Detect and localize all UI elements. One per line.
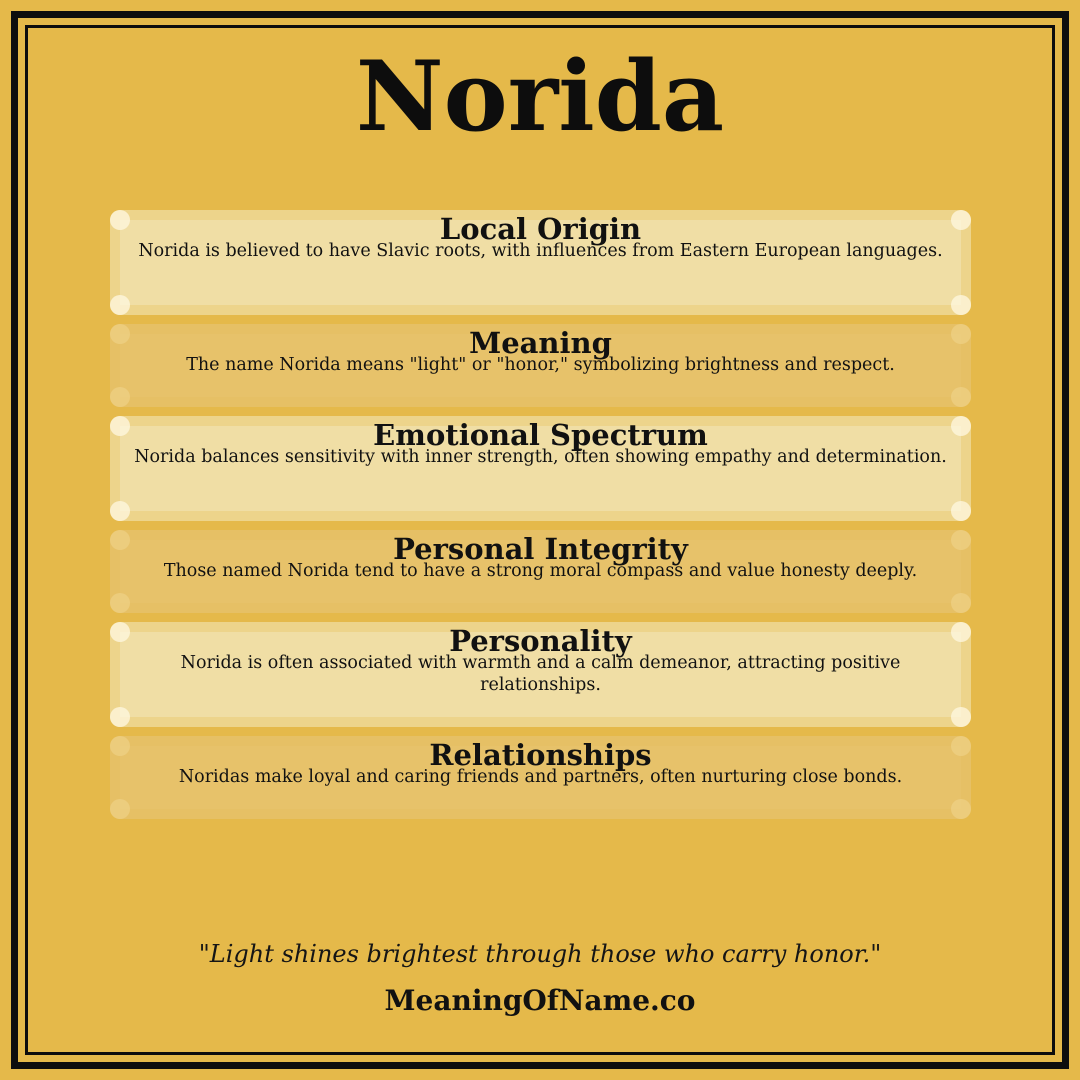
corner-ornament [110, 501, 130, 521]
section-text: The name Norida means "light" or "honor," symbolizing brightness and respect. [186, 355, 895, 375]
section-heading: Local Origin [439, 212, 642, 246]
site-name: MeaningOfName.co [384, 984, 696, 1017]
section-heading: Emotional Spectrum [373, 418, 708, 452]
quote-close-mark: " [870, 940, 882, 968]
quote-open-mark: " [198, 940, 210, 968]
corner-ornament [110, 799, 130, 819]
corner-ornament [110, 707, 130, 727]
corner-ornament [951, 295, 971, 315]
corner-ornament [951, 799, 971, 819]
section-heading: Relationships [429, 738, 652, 772]
section-card-personality [110, 622, 971, 727]
corner-ornament [110, 387, 130, 407]
corner-ornament [110, 295, 130, 315]
section-text: Noridas make loyal and caring friends and partners, often nurturing close bonds. [178, 767, 903, 787]
quote [0, 938, 1080, 970]
section-card-personal-integrity [110, 530, 971, 613]
section-card-emotional-spectrum [110, 416, 971, 521]
corner-ornament [951, 593, 971, 613]
corner-ornament [951, 501, 971, 521]
corner-ornament [951, 387, 971, 407]
section-text: Norida balances sensitivity with inner strength, often showing empathy and determination. [134, 447, 947, 467]
quote-text: Light shines brightest through those who carry honor. [209, 940, 871, 968]
section-card-local-origin [110, 210, 971, 315]
section-heading: Personality [449, 624, 632, 658]
section-heading: Meaning [469, 326, 612, 360]
corner-ornament [951, 707, 971, 727]
corner-ornament [110, 593, 130, 613]
section-card-meaning [110, 324, 971, 407]
section-text: Norida is believed to have Slavic roots, with influences from Eastern European languages. [138, 241, 943, 261]
section-card-relationships [110, 736, 971, 819]
section-text: Norida is often associated with warmth and a calm demeanor, attracting positive relationships. [180, 653, 901, 695]
section-text: Those named Norida tend to have a strong moral compass and value honesty deeply. [163, 561, 918, 581]
section-heading: Personal Integrity [393, 532, 688, 566]
page-title: Norida [355, 40, 725, 153]
